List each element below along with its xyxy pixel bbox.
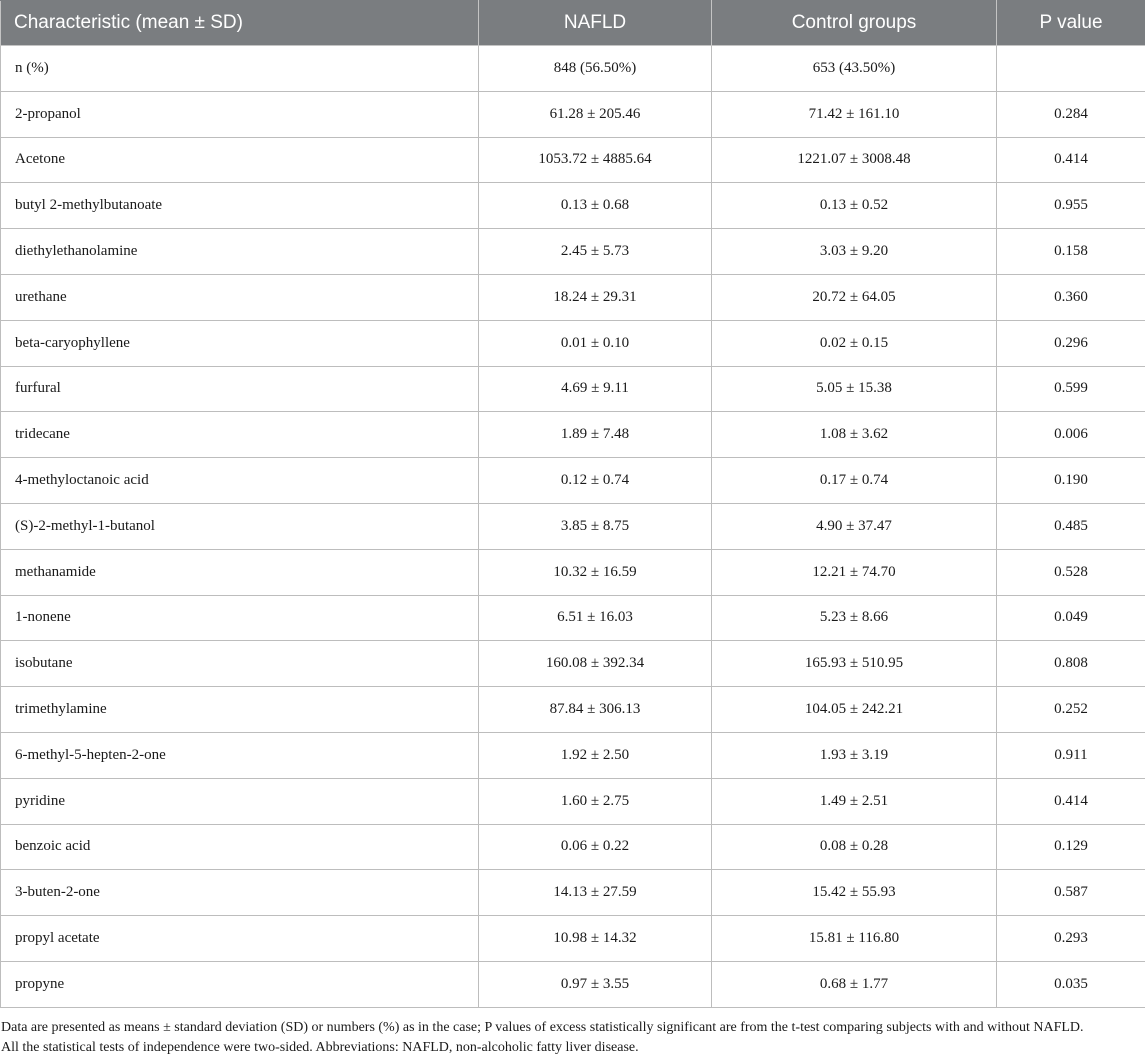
cell-p-value: 0.587: [997, 870, 1145, 916]
cell-p-value: 0.252: [997, 687, 1145, 733]
cell-nafld: 1.60 ± 2.75: [479, 778, 712, 824]
cell-control-groups: 71.42 ± 161.10: [712, 91, 997, 137]
table-row: [1, 732, 1145, 778]
cell-characteristic: (S)-2-methyl-1-butanol: [1, 503, 479, 549]
cell-control-groups: 12.21 ± 74.70: [712, 549, 997, 595]
cell-p-value: 0.955: [997, 183, 1145, 229]
table-row: [1, 824, 1145, 870]
cell-nafld: 0.13 ± 0.68: [479, 183, 712, 229]
cell-p-value: 0.485: [997, 503, 1145, 549]
table-footnote: [1, 1018, 1145, 1058]
header-nafld: NAFLD: [479, 1, 712, 46]
cell-characteristic: n (%): [1, 46, 479, 92]
cell-control-groups: 0.08 ± 0.28: [712, 824, 997, 870]
cell-control-groups: 0.13 ± 0.52: [712, 183, 997, 229]
cell-characteristic: methanamide: [1, 549, 479, 595]
cell-nafld: 1053.72 ± 4885.64: [479, 137, 712, 183]
cell-control-groups: 15.42 ± 55.93: [712, 870, 997, 916]
table-row: [1, 137, 1145, 183]
cell-control-groups: 0.68 ± 1.77: [712, 961, 997, 1007]
cell-p-value: 0.528: [997, 549, 1145, 595]
cell-nafld: 1.89 ± 7.48: [479, 412, 712, 458]
table-row: [1, 870, 1145, 916]
cell-p-value: 0.129: [997, 824, 1145, 870]
cell-p-value: 0.414: [997, 137, 1145, 183]
cell-nafld: 10.98 ± 14.32: [479, 916, 712, 962]
cell-control-groups: 653 (43.50%): [712, 46, 997, 92]
cell-control-groups: 165.93 ± 510.95: [712, 641, 997, 687]
table-row: [1, 503, 1145, 549]
cell-p-value: 0.293: [997, 916, 1145, 962]
cell-nafld: 0.12 ± 0.74: [479, 458, 712, 504]
table-row: [1, 320, 1145, 366]
cell-p-value: 0.035: [997, 961, 1145, 1007]
cell-control-groups: 0.02 ± 0.15: [712, 320, 997, 366]
cell-control-groups: 1.93 ± 3.19: [712, 732, 997, 778]
cell-control-groups: 1.49 ± 2.51: [712, 778, 997, 824]
cell-control-groups: 4.90 ± 37.47: [712, 503, 997, 549]
cell-nafld: 87.84 ± 306.13: [479, 687, 712, 733]
cell-nafld: 18.24 ± 29.31: [479, 274, 712, 320]
table-row: [1, 595, 1145, 641]
table-row: [1, 687, 1145, 733]
cell-control-groups: 1.08 ± 3.62: [712, 412, 997, 458]
cell-characteristic: 6-methyl-5-hepten-2-one: [1, 732, 479, 778]
cell-p-value: 0.158: [997, 229, 1145, 275]
cell-p-value: 0.808: [997, 641, 1145, 687]
cell-nafld: 848 (56.50%): [479, 46, 712, 92]
cell-p-value: 0.006: [997, 412, 1145, 458]
cell-p-value: 0.360: [997, 274, 1145, 320]
cell-nafld: 6.51 ± 16.03: [479, 595, 712, 641]
table-row: [1, 778, 1145, 824]
cell-nafld: 4.69 ± 9.11: [479, 366, 712, 412]
cell-control-groups: 1221.07 ± 3008.48: [712, 137, 997, 183]
table-row: [1, 183, 1145, 229]
cell-nafld: 0.97 ± 3.55: [479, 961, 712, 1007]
table-row: [1, 641, 1145, 687]
cell-characteristic: beta-caryophyllene: [1, 320, 479, 366]
cell-control-groups: 5.05 ± 15.38: [712, 366, 997, 412]
table-row: [1, 366, 1145, 412]
cell-p-value: 0.911: [997, 732, 1145, 778]
cell-control-groups: 0.17 ± 0.74: [712, 458, 997, 504]
cell-characteristic: pyridine: [1, 778, 479, 824]
cell-nafld: 160.08 ± 392.34: [479, 641, 712, 687]
cell-characteristic: isobutane: [1, 641, 479, 687]
cell-characteristic: propyl acetate: [1, 916, 479, 962]
footnote-line-1: Data are presented as means ± standard deviation (SD) or numbers (%) as in the case; P values of excess statistically significant are from the t-test comparing subjects with and without NAFLD.: [1, 1018, 1145, 1038]
cell-characteristic: Acetone: [1, 137, 479, 183]
cell-characteristic: benzoic acid: [1, 824, 479, 870]
cell-characteristic: diethylethanolamine: [1, 229, 479, 275]
table-row: [1, 46, 1145, 92]
cell-characteristic: 3-buten-2-one: [1, 870, 479, 916]
cell-p-value: [997, 46, 1145, 92]
cell-p-value: 0.599: [997, 366, 1145, 412]
cell-nafld: 3.85 ± 8.75: [479, 503, 712, 549]
footnote-line-2: All the statistical tests of independence were two-sided. Abbreviations: NAFLD, non-alcoholic fatty liver disease.: [1, 1038, 1145, 1058]
table-header: [1, 1, 1145, 46]
table-row: [1, 961, 1145, 1007]
cell-nafld: 14.13 ± 27.59: [479, 870, 712, 916]
cell-nafld: 0.01 ± 0.10: [479, 320, 712, 366]
table-row: [1, 412, 1145, 458]
cell-p-value: 0.190: [997, 458, 1145, 504]
cell-p-value: 0.296: [997, 320, 1145, 366]
table-row: [1, 916, 1145, 962]
cell-nafld: 10.32 ± 16.59: [479, 549, 712, 595]
cell-characteristic: 4-methyloctanoic acid: [1, 458, 479, 504]
cell-characteristic: 1-nonene: [1, 595, 479, 641]
cell-nafld: 2.45 ± 5.73: [479, 229, 712, 275]
table-row: [1, 549, 1145, 595]
cell-characteristic: tridecane: [1, 412, 479, 458]
table-body: [1, 46, 1145, 1008]
header-p-value: P value: [997, 1, 1145, 46]
cell-nafld: 0.06 ± 0.22: [479, 824, 712, 870]
cell-p-value: 0.414: [997, 778, 1145, 824]
table-row: [1, 274, 1145, 320]
cell-control-groups: 104.05 ± 242.21: [712, 687, 997, 733]
cell-control-groups: 15.81 ± 116.80: [712, 916, 997, 962]
cell-control-groups: 5.23 ± 8.66: [712, 595, 997, 641]
cell-characteristic: urethane: [1, 274, 479, 320]
cell-p-value: 0.284: [997, 91, 1145, 137]
table-row: [1, 458, 1145, 504]
cell-control-groups: 3.03 ± 9.20: [712, 229, 997, 275]
cell-characteristic: butyl 2-methylbutanoate: [1, 183, 479, 229]
header-characteristic: Characteristic (mean ± SD): [1, 1, 479, 46]
cell-characteristic: propyne: [1, 961, 479, 1007]
table-row: [1, 229, 1145, 275]
cell-characteristic: furfural: [1, 366, 479, 412]
table-row: [1, 91, 1145, 137]
cell-control-groups: 20.72 ± 64.05: [712, 274, 997, 320]
cell-p-value: 0.049: [997, 595, 1145, 641]
cell-nafld: 1.92 ± 2.50: [479, 732, 712, 778]
cell-characteristic: trimethylamine: [1, 687, 479, 733]
cell-nafld: 61.28 ± 205.46: [479, 91, 712, 137]
cell-characteristic: 2-propanol: [1, 91, 479, 137]
header-control-groups: Control groups: [712, 1, 997, 46]
header-row: [1, 1, 1145, 46]
